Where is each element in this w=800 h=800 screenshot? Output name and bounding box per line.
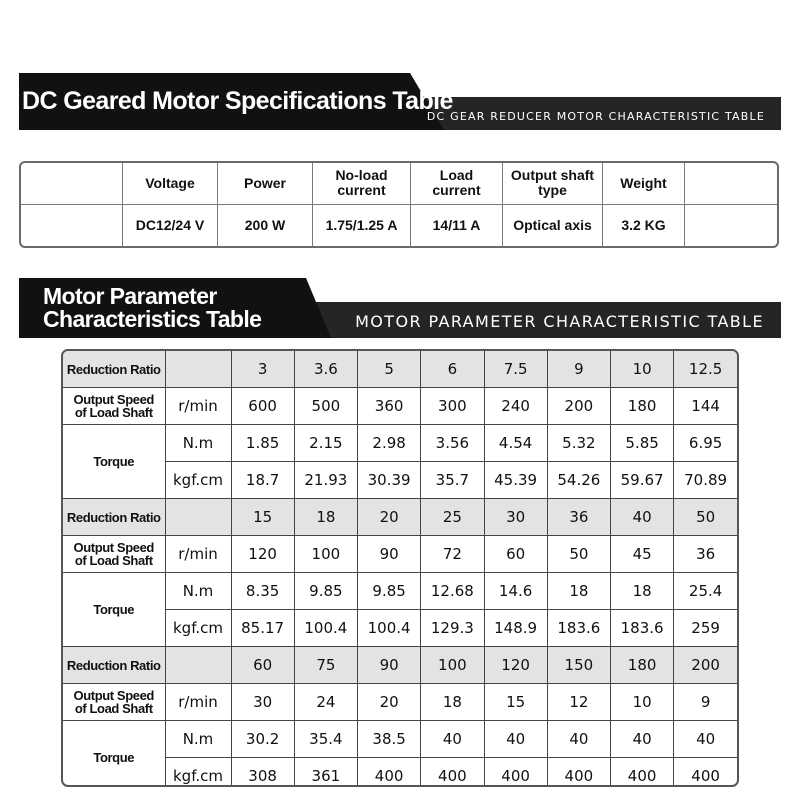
ratio-value: 20 <box>358 499 421 536</box>
torque-kgf-value: 54.26 <box>547 462 610 499</box>
speed-value: 180 <box>611 388 674 425</box>
speed-label-line2: of Load Shaft <box>74 701 153 716</box>
torque-kgf-value: 259 <box>674 610 737 647</box>
torque-nm-value: 30.2 <box>231 721 294 758</box>
ratio-row <box>63 351 737 388</box>
torque-nm-value: 4.54 <box>484 425 547 462</box>
torque-kgf-value: 183.6 <box>547 610 610 647</box>
torque-nm-value: 38.5 <box>358 721 421 758</box>
spec-value-power: 200 W <box>218 205 313 247</box>
torque-nm-value: 40 <box>547 721 610 758</box>
speed-label-line1: Output Speed <box>73 688 154 703</box>
torque-kgf-value: 21.93 <box>294 462 357 499</box>
ratio-value: 30 <box>484 499 547 536</box>
torque-kgf-value: 70.89 <box>674 462 737 499</box>
ratio-value: 100 <box>421 647 484 684</box>
torque-nm-value: 40 <box>421 721 484 758</box>
speed-unit: r/min <box>165 684 231 721</box>
ratio-label: Reduction Ratio <box>63 499 165 536</box>
torque-nm-value: 18 <box>547 573 610 610</box>
speed-label-line2: of Load Shaft <box>74 553 153 568</box>
speed-label-line2: of Load Shaft <box>74 405 153 420</box>
speed-value: 72 <box>421 536 484 573</box>
speed-value: 15 <box>484 684 547 721</box>
torque-nm-row <box>63 425 737 462</box>
speed-unit: r/min <box>165 388 231 425</box>
spec-banner <box>19 73 781 130</box>
speed-value: 45 <box>611 536 674 573</box>
torque-nm-value: 18 <box>611 573 674 610</box>
param-subtitle: MOTOR PARAMETER CHARACTERISTIC TABLE <box>355 312 764 331</box>
ratio-value: 15 <box>231 499 294 536</box>
speed-row <box>63 684 737 721</box>
speed-value: 20 <box>358 684 421 721</box>
param-banner <box>19 278 781 338</box>
spec-title: DC Geared Motor Specifications Table <box>22 87 453 115</box>
ratio-row <box>63 647 737 684</box>
speed-row <box>63 536 737 573</box>
spec-empty-cell <box>685 205 777 247</box>
spec-header-weight: Weight <box>603 163 685 205</box>
ratio-unit-cell <box>165 351 231 388</box>
spec-value-shaft-type: Optical axis <box>503 205 603 247</box>
spec-value-voltage: DC12/24 V <box>123 205 218 247</box>
torque-kgf-unit: kgf.cm <box>165 610 231 647</box>
torque-nm-value: 9.85 <box>358 573 421 610</box>
ratio-value: 200 <box>674 647 737 684</box>
ratio-value: 180 <box>611 647 674 684</box>
torque-nm-value: 2.15 <box>294 425 357 462</box>
torque-kgf-value: 129.3 <box>421 610 484 647</box>
torque-nm-row <box>63 573 737 610</box>
spec-empty-cell <box>21 163 123 205</box>
spec-header-voltage: Voltage <box>123 163 218 205</box>
torque-kgf-value: 400 <box>674 758 737 788</box>
speed-value: 10 <box>611 684 674 721</box>
speed-value: 240 <box>484 388 547 425</box>
torque-nm-value: 9.85 <box>294 573 357 610</box>
torque-nm-value: 35.4 <box>294 721 357 758</box>
ratio-value: 9 <box>547 351 610 388</box>
torque-kgf-value: 100.4 <box>358 610 421 647</box>
spec-header-noload-current: No-load current <box>313 163 411 205</box>
ratio-value: 36 <box>547 499 610 536</box>
torque-nm-value: 40 <box>484 721 547 758</box>
ratio-value: 60 <box>231 647 294 684</box>
spec-header-load-current: Load current <box>411 163 503 205</box>
torque-kgf-row <box>63 462 737 499</box>
torque-nm-value: 25.4 <box>674 573 737 610</box>
speed-value: 100 <box>294 536 357 573</box>
ratio-value: 75 <box>294 647 357 684</box>
torque-nm-value: 40 <box>611 721 674 758</box>
torque-kgf-value: 30.39 <box>358 462 421 499</box>
torque-kgf-row <box>63 758 737 788</box>
torque-kgf-row <box>63 610 737 647</box>
speed-value: 36 <box>674 536 737 573</box>
torque-nm-value: 1.85 <box>231 425 294 462</box>
ratio-value: 3.6 <box>294 351 357 388</box>
spec-empty-cell <box>21 205 123 247</box>
speed-value: 90 <box>358 536 421 573</box>
torque-nm-value: 5.85 <box>611 425 674 462</box>
torque-kgf-value: 400 <box>484 758 547 788</box>
torque-nm-value: 3.56 <box>421 425 484 462</box>
torque-nm-value: 8.35 <box>231 573 294 610</box>
torque-kgf-unit: kgf.cm <box>165 462 231 499</box>
torque-nm-value: 12.68 <box>421 573 484 610</box>
torque-label: Torque <box>63 721 165 788</box>
ratio-value: 50 <box>674 499 737 536</box>
param-title-line2: Characteristics Table <box>43 306 262 332</box>
spec-table <box>19 161 779 248</box>
speed-value: 200 <box>547 388 610 425</box>
ratio-label: Reduction Ratio <box>63 647 165 684</box>
ratio-value: 18 <box>294 499 357 536</box>
torque-kgf-value: 400 <box>611 758 674 788</box>
spec-header-shaft-type: Output shaft type <box>503 163 603 205</box>
torque-kgf-value: 45.39 <box>484 462 547 499</box>
torque-kgf-value: 361 <box>294 758 357 788</box>
ratio-value: 25 <box>421 499 484 536</box>
ratio-value: 12.5 <box>674 351 737 388</box>
speed-value: 500 <box>294 388 357 425</box>
speed-value: 12 <box>547 684 610 721</box>
torque-label: Torque <box>63 573 165 647</box>
ratio-value: 5 <box>358 351 421 388</box>
ratio-value: 7.5 <box>484 351 547 388</box>
torque-kgf-value: 59.67 <box>611 462 674 499</box>
param-title-line1: Motor Parameter <box>43 283 217 309</box>
speed-value: 9 <box>674 684 737 721</box>
ratio-label: Reduction Ratio <box>63 351 165 388</box>
ratio-value: 150 <box>547 647 610 684</box>
spec-empty-cell <box>685 163 777 205</box>
torque-nm-value: 2.98 <box>358 425 421 462</box>
torque-kgf-value: 308 <box>231 758 294 788</box>
speed-label-line1: Output Speed <box>73 392 154 407</box>
torque-nm-unit: N.m <box>165 425 231 462</box>
speed-value: 60 <box>484 536 547 573</box>
ratio-value: 40 <box>611 499 674 536</box>
torque-kgf-value: 400 <box>547 758 610 788</box>
spec-subtitle: DC GEAR REDUCER MOTOR CHARACTERISTIC TABLE <box>426 110 765 123</box>
ratio-value: 120 <box>484 647 547 684</box>
spec-header-power: Power <box>218 163 313 205</box>
torque-kgf-unit: kgf.cm <box>165 758 231 788</box>
torque-kgf-value: 35.7 <box>421 462 484 499</box>
speed-value: 50 <box>547 536 610 573</box>
param-table <box>61 349 739 787</box>
torque-kgf-value: 400 <box>358 758 421 788</box>
spec-value-weight: 3.2 KG <box>603 205 685 247</box>
torque-nm-value: 6.95 <box>674 425 737 462</box>
speed-value: 300 <box>421 388 484 425</box>
param-table-body <box>63 351 737 787</box>
spec-value-load-current: 14/11 A <box>411 205 503 247</box>
torque-nm-unit: N.m <box>165 721 231 758</box>
ratio-unit-cell <box>165 499 231 536</box>
speed-label <box>63 388 165 425</box>
torque-nm-unit: N.m <box>165 573 231 610</box>
speed-value: 120 <box>231 536 294 573</box>
ratio-value: 10 <box>611 351 674 388</box>
speed-label <box>63 684 165 721</box>
speed-value: 18 <box>421 684 484 721</box>
torque-kgf-value: 100.4 <box>294 610 357 647</box>
torque-label: Torque <box>63 425 165 499</box>
speed-value: 360 <box>358 388 421 425</box>
torque-nm-value: 14.6 <box>484 573 547 610</box>
torque-kgf-value: 148.9 <box>484 610 547 647</box>
ratio-unit-cell <box>165 647 231 684</box>
spec-value-noload-current: 1.75/1.25 A <box>313 205 411 247</box>
torque-kgf-value: 18.7 <box>231 462 294 499</box>
speed-row <box>63 388 737 425</box>
torque-kgf-value: 183.6 <box>611 610 674 647</box>
speed-value: 144 <box>674 388 737 425</box>
ratio-value: 6 <box>421 351 484 388</box>
speed-label-line1: Output Speed <box>73 540 154 555</box>
speed-value: 600 <box>231 388 294 425</box>
ratio-value: 3 <box>231 351 294 388</box>
speed-value: 30 <box>231 684 294 721</box>
param-title <box>43 285 261 331</box>
torque-nm-value: 5.32 <box>547 425 610 462</box>
speed-unit: r/min <box>165 536 231 573</box>
torque-kgf-value: 85.17 <box>231 610 294 647</box>
ratio-row <box>63 499 737 536</box>
torque-kgf-value: 400 <box>421 758 484 788</box>
torque-nm-value: 40 <box>674 721 737 758</box>
speed-label <box>63 536 165 573</box>
torque-nm-row <box>63 721 737 758</box>
speed-value: 24 <box>294 684 357 721</box>
ratio-value: 90 <box>358 647 421 684</box>
